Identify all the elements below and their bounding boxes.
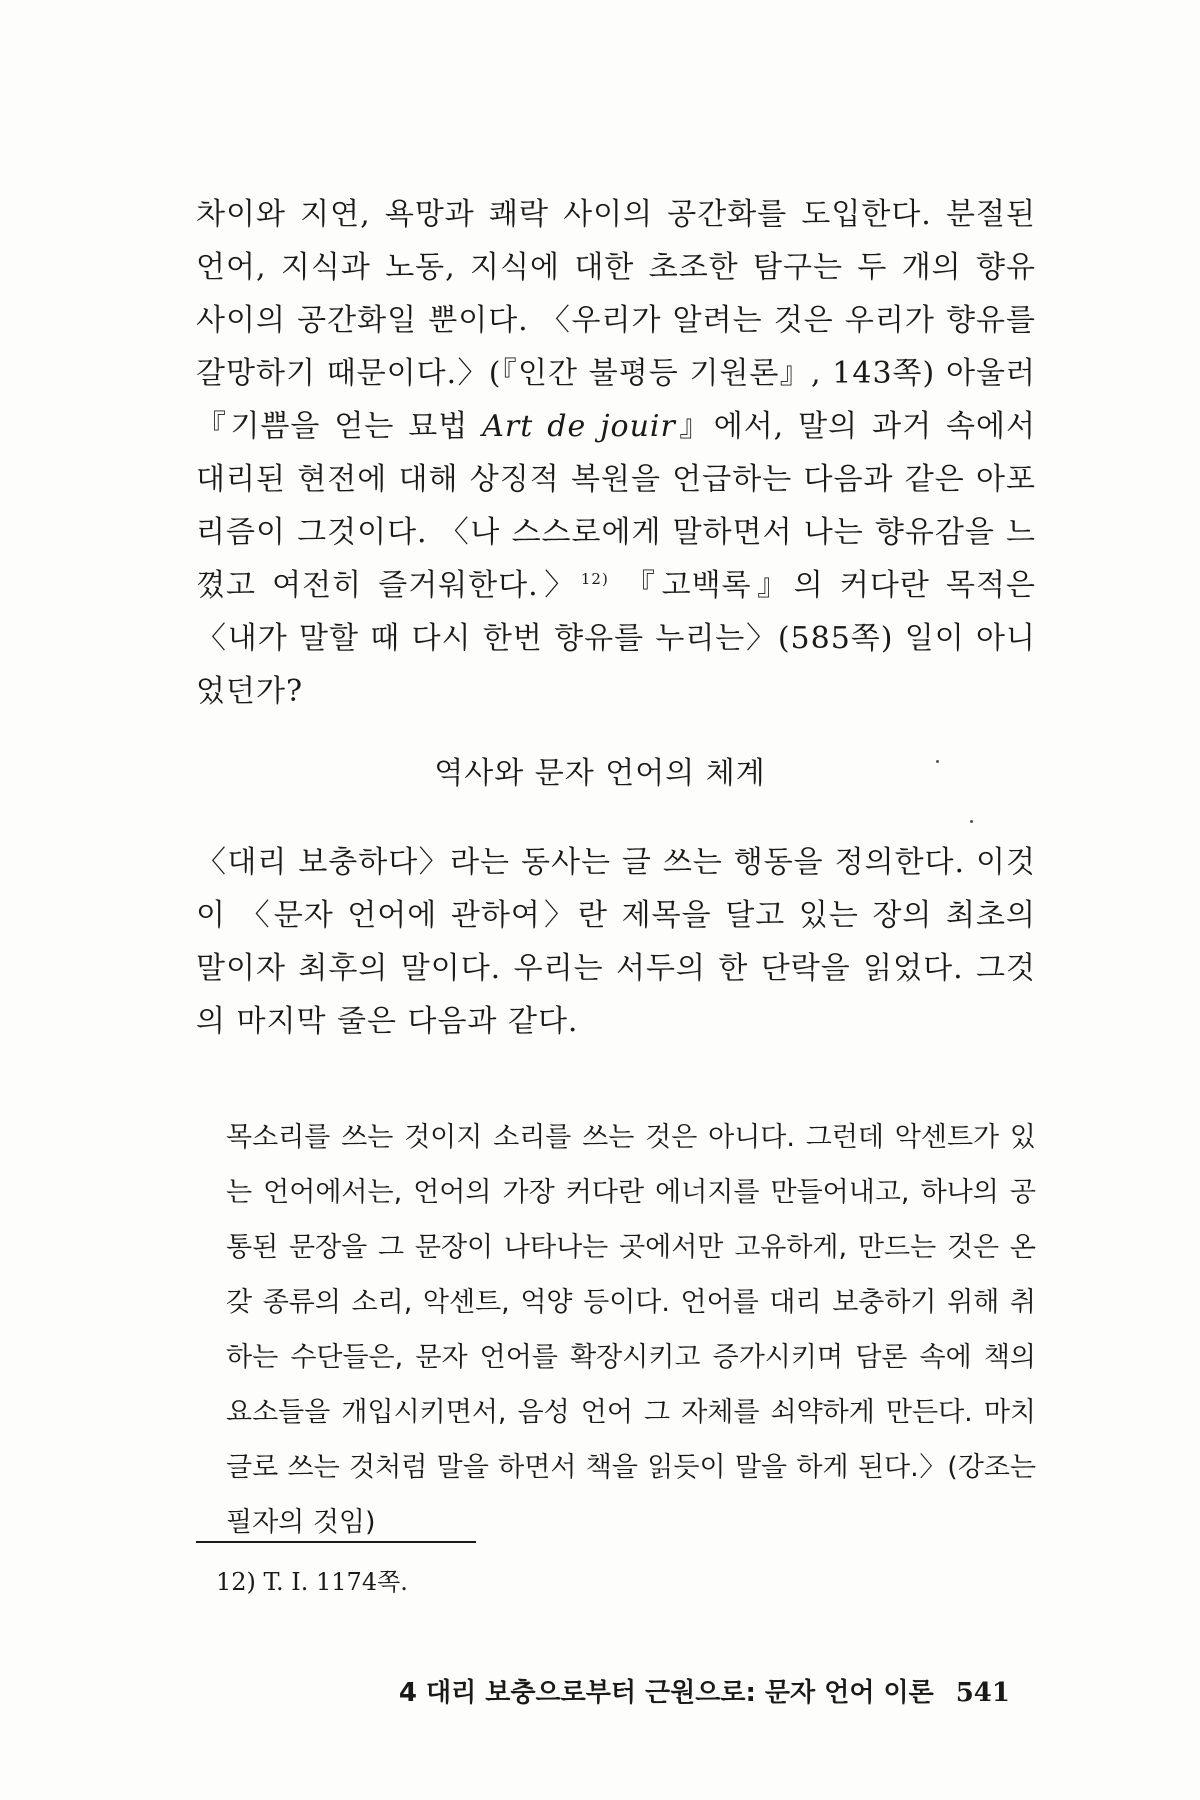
running-footer [399, 1672, 1010, 1709]
body-paragraph-1 [196, 188, 1036, 718]
print-speck [970, 820, 973, 823]
body-paragraph-2: 〈대리 보충하다〉라는 동사는 글 쓰는 행동을 정의한다. 이것이 〈문자 언어에 관하여〉란 제목을 달고 있는 장의 최초의 말이자 최후의 말이다. 우리는 서두의 한 단락을 읽었다. 그것의 마지막 줄은 다음과 같다. [196, 845, 1036, 1039]
footnote: 12) T. I. 1174쪽. [216, 1568, 408, 1596]
page-number: 541 [955, 1678, 1010, 1708]
section-heading: 역사와 문자 언어의 체계 [434, 756, 766, 791]
paragraph-1-text-b: 』에서, 말의 과거 속에서 대리된 현전에 대해 상징적 복원을 언급하는 다음과 같은 아포리즘이 그것이다. 〈나 스스로에게 말하면서 나는 향유감을 느꼈고 여전히 즐거워한다.〉 [196, 409, 1036, 603]
paragraph-1-text-a: 차이와 지연, 욕망과 쾌락 사이의 공간화를 도입한다. 분절된 언어, 지식과 노동, 지식에 대한 초조한 탐구는 두 개의 향유 사이의 공간화일 뿐이다. 〈우리가 알려는 것은 우리가 향유를 갈망하기 때문이다.〉(『인간 불평등 기원론』, 143쪽) 아울러 『기쁨을 얻는 묘법 [196, 197, 1036, 444]
running-footer-label: 4 대리 보충으로부터 근원으로: 문자 언어 이론 [398, 1678, 934, 1708]
footnote-divider [196, 1541, 476, 1543]
footnote-reference: 12) [580, 570, 609, 588]
block-quote: 목소리를 쓰는 것이지 소리를 쓰는 것은 아니다. 그런데 악센트가 있는 언어에서는, 언어의 가장 커다란 에너지를 만들어내고, 하나의 공통된 문장을 그 문장이 나타나는 곳에서만 고유하게, 만드는 것은 온갖 종류의 소리, 악센트, 억양 등이다. 언어를 대리 보충하기 위해 취하는 수단들은, 문자 언어를 확장시키고 증가시키며 담론 속에 책의 요소들을 개입시키면서, 음성 언어 그 자체를 쇠약하게 만든다. 마치 글로 쓰는 것처럼 말을 하면서 책을 읽듯이 말을 하게 된다.〉(강조는 필자의 것임) [226, 1122, 1036, 1538]
paragraph-1-italic-title: Art de jouir [482, 409, 676, 444]
print-speck [936, 760, 939, 763]
paragraph-1-text-c: 『고백록』의 커다란 목적은 〈내가 말할 때 다시 한번 향유를 누리는〉(585쪽) 일이 아니었던가? [196, 568, 1036, 709]
